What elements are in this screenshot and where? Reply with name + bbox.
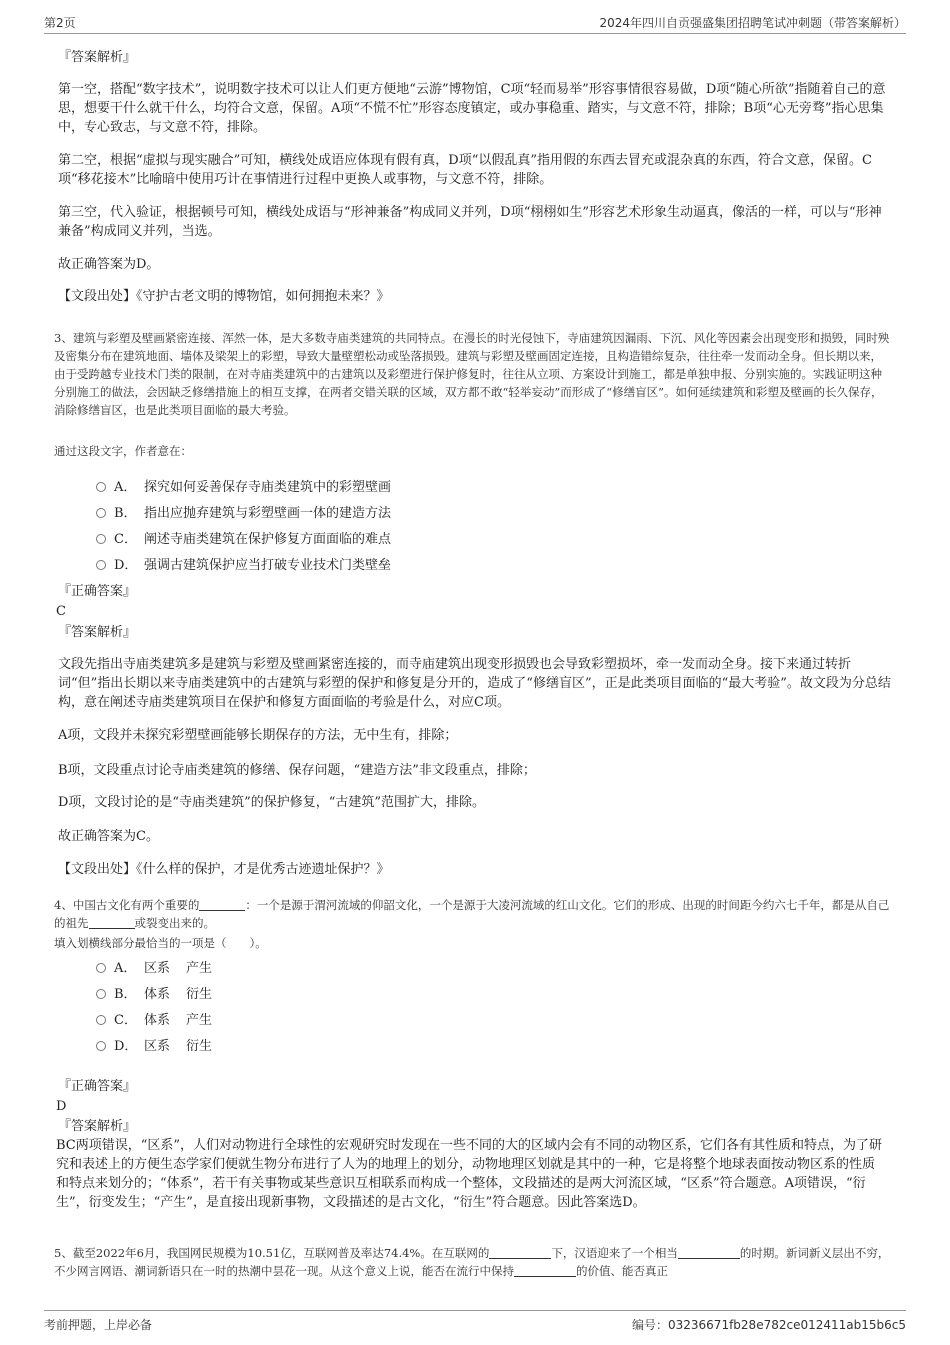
q2-analysis-p1: 第一空，搭配“数字技术”，说明数字技术可以让人们更方便地“云游”博物馆，C项“轻而易举”形容事情很容易做，D项“随心所欲”指随着自己的意思，想要干什么就干什么，均符合文意，保留。A项“不慌不忙”形容态度镇定，或办事稳重、踏实，与文意不符，排除；B项“心无旁骛”指心思集中，专心致志，与文意不符，排除。: [58, 82, 886, 135]
document-title: 2024年四川自贡强盛集团招聘笔试冲刺题（带答案解析）: [599, 16, 906, 30]
q3-option-a[interactable]: A． 探究如何妥善保存寺庙类建筑中的彩塑壁画: [96, 479, 391, 497]
blank-line: [199, 899, 245, 911]
radio-icon[interactable]: [96, 560, 106, 570]
q4-answer: D: [56, 1099, 67, 1114]
q2-analysis-label: 『答案解析』: [58, 50, 137, 65]
page-number: 第2页: [44, 16, 76, 30]
radio-icon[interactable]: [96, 1015, 106, 1025]
q4-stem: 4、中国古文化有两个重要的 ：一个是源于渭河流域的仰韶文化，一个是源于大凌河流域的红山文化。它们的形成、出现的时间距今约六七千年，都是从自己的祖先 或裂变出来的。: [54, 898, 890, 930]
q5-stem: 5、截至2022年6月，我国网民规模为10.51亿，互联网普及率达74.4%。在互联网的 下，汉语迎来了一个相当 的时期。新词新义层出不穷，不少网言网语、潮词新语只在一时的热潮中昙花一现。从这个意义上说，能否在流行中保持 的价值、能否真正: [54, 1246, 890, 1278]
q3-option-d[interactable]: D． 强调古建筑保护应当打破专业技术门类壁垒: [96, 557, 391, 575]
radio-icon[interactable]: [96, 534, 106, 544]
blank-line: [678, 1247, 740, 1259]
q2-analysis-p3: 第三空，代入验证，根据顿号可知，横线处成语与“形神兼备”构成同义并列，D项“栩栩如生”形容艺术形象生动逼真，像活的一样，可以与“形神兼备”构成同义并列，当选。: [58, 205, 882, 239]
q4-option-b[interactable]: B． 体系 衍生: [96, 986, 212, 1004]
footer-slogan: 考前押题，上岸必备: [44, 1318, 153, 1332]
radio-icon[interactable]: [96, 989, 106, 999]
blank-line: [489, 1247, 551, 1259]
q3-source: 【文段出处】《什么样的保护，才是优秀古迹遗址保护？》: [58, 862, 390, 877]
q3-analysis-d: D项，文段讨论的是“寺庙类建筑”的保护修复，“古建筑”范围扩大，排除。: [58, 795, 486, 810]
q4-option-c[interactable]: C． 体系 产生: [96, 1012, 212, 1030]
q3-answer: C: [56, 604, 66, 619]
radio-icon[interactable]: [96, 508, 106, 518]
radio-icon[interactable]: [96, 1041, 106, 1051]
page-header: [44, 12, 906, 34]
q4-analysis-label: 『答案解析』: [58, 1119, 137, 1134]
q4-analysis: BC两项错误，“区系”，人们对动物进行全球性的宏观研究时发现在一些不同的大的区域内会有不同的动物区系，它们各有其性质和特点，为了研究和表述上的方便生态学家们便就生物分布进行了人为的地理上的划分，动物地理区划就是其中的一种，它是将整个地球表面按动物区系的性质和特点来划分的；“体系”，若干有关事物或某些意识互相联系而构成一个整体，文段描述的是两大河流区域，“区系”符合题意。A项错误，“衍生”，衍变发生；“产生”，是直接出现新事物，文段描述的是古文化，“衍生”符合题意。因此答案选D。: [56, 1138, 883, 1210]
q3-analysis-p1: 文段先指出寺庙类建筑多是建筑与彩塑及壁画紧密连接的，而寺庙建筑出现变形损毁也会导致彩塑损坏，牵一发而动全身。接下来通过转折词“但”指出长期以来寺庙类建筑中的古建筑与彩塑的保护和修复是分开的，造成了“修缮盲区”，正是此类项目面临的“最大考验”。故文段为分总结构，意在阐述寺庙类建筑项目在保护和修复方面面临的考验是什么，对应C项。: [58, 657, 891, 710]
q3-answer-label: 『正确答案』: [58, 584, 137, 599]
q2-source: 【文段出处】《守护古老文明的博物馆，如何拥抱未来？》: [58, 289, 390, 304]
q4-option-a[interactable]: A． 区系 产生: [96, 960, 212, 978]
q4-answer-label: 『正确答案』: [58, 1079, 137, 1094]
q3-stem: 3、建筑与彩塑及壁画紧密连接、浑然一体，是大多数寺庙类建筑的共同特点。在漫长的时光侵蚀下，寺庙建筑因漏雨、下沉、风化等因素会出现变形和损毁，同时殃及密集分布在建筑地面、墙体及梁架上的彩塑，导致大量壁塑松动或坠落损毁。建筑与彩塑及壁画固定连接，且构造错综复杂，往往牵一发而动全身。但长期以来，由于受跨越专业技术门类的限制，在对寺庙类建筑中的古建筑以及彩塑进行保护修复时，往往从立项、方案设计到施工，都是单独申报、分别实施的。实践证明这种分别施工的做法，会因缺乏修缮措施上的相互支撑，在两者交错关联的区域，双方都不敢“轻举妄动”而形成了“修缮盲区”。如何延续建筑和彩塑及壁画的长久保存，消除修缮盲区，也是此类项目面临的最大考验。: [54, 331, 890, 417]
blank-line: [514, 1265, 576, 1277]
q3-analysis-b: B项，文段重点讨论寺庙类建筑的修缮、保存问题，“建造方法”非文段重点，排除；: [58, 763, 536, 778]
page-footer: [44, 1310, 906, 1332]
q3-analysis-label: 『答案解析』: [58, 625, 137, 640]
q3-option-b[interactable]: B． 指出应抛弃建筑与彩塑壁画一体的建造方法: [96, 505, 391, 523]
q3-conclusion: 故正确答案为C。: [58, 829, 159, 844]
q3-option-c[interactable]: C． 阐述寺庙类建筑在保护修复方面面临的难点: [96, 531, 391, 549]
radio-icon[interactable]: [96, 963, 106, 973]
q2-analysis-p2: 第二空，根据“虚拟与现实融合”可知，横线处成语应体现有假有真，D项“以假乱真”指用假的东西去冒充或混杂真的东西，符合文意，保留。C项“移花接木”比喻暗中使用巧计在事情进行过程中更换人或事物，与文意不符，排除。: [58, 153, 872, 187]
radio-icon[interactable]: [96, 482, 106, 492]
q3-analysis-a: A项，文段并未探究彩塑壁画能够长期保存的方法，无中生有，排除；: [58, 728, 458, 743]
q3-question: 通过这段文字，作者意在：: [54, 444, 192, 458]
q4-option-d[interactable]: D． 区系 衍生: [96, 1038, 212, 1056]
blank-line: [89, 917, 135, 929]
q2-conclusion: 故正确答案为D。: [58, 257, 160, 272]
q4-question: 填入划横线部分最恰当的一项是（ ）。: [54, 936, 267, 950]
document-id: 编号：03236671fb28e782ce012411ab15b6c5: [632, 1318, 906, 1332]
